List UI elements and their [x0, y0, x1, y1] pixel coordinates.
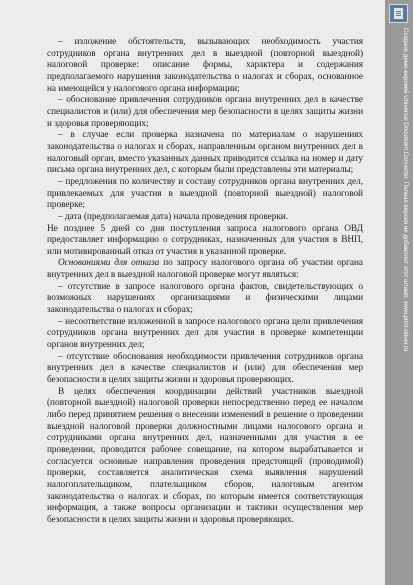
paragraph-7 [47, 258, 363, 281]
paragraph-5: – дата (предполагаемая дата) начала проведения проверки. [58, 211, 289, 222]
watermark-text: Создано демо-версией Universal Document Converter. Полная версия не добавляет этот штамп. www.print-driver.ru [402, 28, 409, 352]
paragraph-10: – отсутствие обоснования необходимости привлечения сотрудников органа внутренних дел в качестве специалистов и (или) для обеспечения мер безопасности в целях защиты жизни и здоровья проверяющих. [47, 351, 363, 386]
paragraph-4: – предложения по количеству и составу сотрудников органа внутренних дел, привлекаемых для участия в выездной (повторной выездной) налоговой проверке; [47, 176, 363, 211]
paragraph-7-italic-lead: Основаниями для отказа [58, 258, 160, 269]
document-stamp-icon[interactable] [389, 4, 408, 23]
document-body [47, 37, 363, 527]
paragraph-3: – в случае если проверка назначена по материалам о нарушениях законодательства о налогах и сборах, направленным органом внутренних дел в налоговый орган, вместо указанных данных приводится ссылка на номер и дату письма органа внутренних дел, с которым были представлены эти материалы; [47, 130, 363, 176]
paragraph-8: – отсутствие в запросе налогового органа фактов, свидетельствующих о возможных нарушениях организациями и физическими лицами законодательства о налогах и сборах; [47, 281, 363, 316]
paragraph-6: Не позднее 5 дней со дня поступления запроса налогового органа ОВД предоставляет информацию о сотрудниках, назначенных для участия в ВНП, или мотивированный отказ от участия в указанной проверке. [47, 223, 363, 257]
paragraph-2: – обоснование привлечения сотрудников органа внутренних дел в качестве специалистов и (или) для обеспечения мер безопасности в целях защиты жизни и здоровья проверяющих; [47, 95, 363, 129]
paragraph-1: – изложение обстоятельств, вызывающих необходимость участия сотрудников органа внутренних дел в выездной (повторной выездной) налоговой проверке: описание формы, характера и содержания предполагаемого нарушения законодательства о налогах и сборах, основанное на имеющейся у налогового органа информации; [47, 37, 363, 94]
watermark-text-container [387, 28, 411, 498]
paragraph-7-text: по запросу налогового органа об участии органа внутренних дел в выездной налоговой проверке могут являться: [47, 258, 363, 281]
paragraph-11: В целях обеспечения координации действий участников выездной (повторной выездной) налоговой проверки непосредственно перед ее началом либо перед принятием решения о внесении изменений в решение о проведении выездной налоговой проверки должностными лицами налогового органа и сотрудниками органа внутренних дел, назначенными для участия в ее проведении, проводится рабочее совещание, на котором вырабатывается и согласуется основные направления проведения предстоящей (проводимой) проверки, составляется аналитическая схема выявления нарушений налогоплательщиком, плательщиком сборов, налоговым агентом законодательства о налогах и сборах, по которым имеется соответствующая информация, а также вопросы организации и тактики осуществления мер безопасности в целях защиты жизни и здоровья проверяющих. [47, 386, 363, 525]
paragraph-9: – несоответствие изложенной в запросе налогового органа цели привлечения сотрудников органа внутренних дел для участия в проверке компетенции органов внутренних дел; [47, 316, 363, 351]
